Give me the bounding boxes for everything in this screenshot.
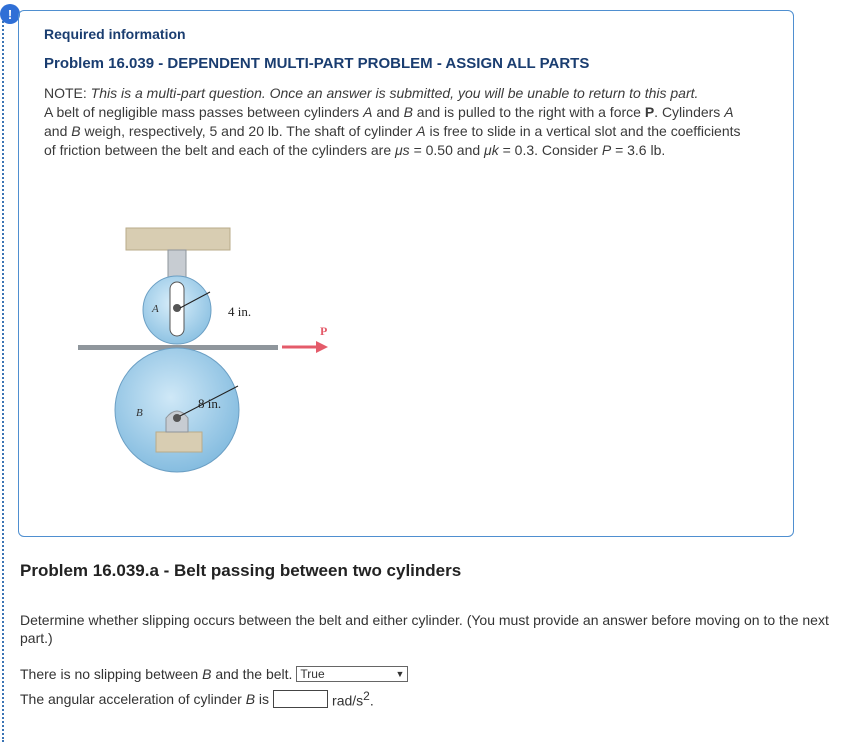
shaft-a bbox=[173, 304, 181, 312]
note-text: This is a multi-part question. Once an answer is submitted, you will be unable to return to this part. bbox=[90, 85, 699, 101]
shaft-b bbox=[173, 414, 181, 422]
radius-label-b: 8 in. bbox=[198, 396, 222, 411]
note-label: NOTE: bbox=[44, 85, 87, 101]
angular-acceleration-input[interactable] bbox=[273, 690, 328, 708]
chevron-down-icon: ▼ bbox=[395, 669, 405, 679]
statement-text: . Cylinders bbox=[654, 104, 721, 120]
mu-s-symbol: μs bbox=[395, 142, 410, 158]
var-p: P bbox=[601, 142, 612, 158]
row1-suffix: and the belt. bbox=[215, 666, 293, 682]
radius-label-a: 4 in. bbox=[228, 304, 252, 319]
row2-var: B bbox=[245, 690, 256, 707]
problem-title: Problem 16.039 - DEPENDENT MULTI-PART PROBLEM - ASSIGN ALL PARTS bbox=[44, 55, 590, 72]
alert-icon: ! bbox=[0, 4, 20, 24]
row1-prefix: There is no slipping between bbox=[20, 666, 199, 682]
mu-k-symbol: μk bbox=[484, 142, 499, 158]
true-false-select[interactable] bbox=[296, 666, 408, 682]
force-arrowhead bbox=[316, 341, 328, 353]
statement-text: and is pulled to the right with a force bbox=[416, 104, 641, 120]
mu-s-value: = 0.50 bbox=[413, 142, 453, 158]
label-a: A bbox=[152, 303, 159, 315]
statement-text: and bbox=[44, 123, 68, 139]
var-b: B bbox=[71, 123, 81, 139]
subpart-title: Problem 16.039.a - Belt passing between two cylinders bbox=[20, 561, 462, 580]
problem-statement bbox=[44, 84, 744, 160]
left-dotted-rule bbox=[2, 18, 4, 742]
var-b: B bbox=[403, 104, 413, 120]
question-text: Determine whether slipping occurs between the belt and either cylinder. (You must provide an answer before moving on to the next part.) bbox=[20, 612, 829, 646]
slip-answer-row bbox=[20, 666, 408, 682]
statement-text: is free to slide in a vertical slot and the coefficients of friction between the belt and each of the cylinders are bbox=[44, 123, 741, 158]
required-information-heading: Required information bbox=[44, 26, 186, 42]
var-a: A bbox=[416, 123, 426, 139]
label-b: B bbox=[136, 407, 143, 419]
var-p: P bbox=[644, 104, 655, 120]
belt-cylinders-figure bbox=[70, 220, 340, 490]
unit-label: rad/$s^2$. bbox=[332, 689, 374, 709]
statement-text: and bbox=[456, 142, 481, 158]
row1-var: B bbox=[202, 666, 212, 682]
select-value: True bbox=[300, 667, 325, 681]
ceiling-support bbox=[126, 228, 230, 250]
statement-text: weigh, respectively, 5 and 20 lb. The shaft of cylinder bbox=[84, 123, 413, 139]
row2-suffix: is bbox=[258, 690, 270, 707]
b-base-support bbox=[156, 432, 202, 452]
p-value: = 3.6 lb. bbox=[615, 142, 666, 158]
row2-prefix: The angular acceleration of cylinder bbox=[20, 690, 242, 707]
label-p: P bbox=[320, 324, 328, 338]
statement-text: A belt of negligible mass passes between cylinders bbox=[44, 104, 360, 120]
statement-text: and bbox=[376, 104, 400, 120]
var-a: A bbox=[363, 104, 373, 120]
acceleration-answer-row bbox=[20, 689, 374, 709]
mu-k-value: = 0.3. Consider bbox=[502, 142, 598, 158]
var-a: A bbox=[724, 104, 734, 120]
